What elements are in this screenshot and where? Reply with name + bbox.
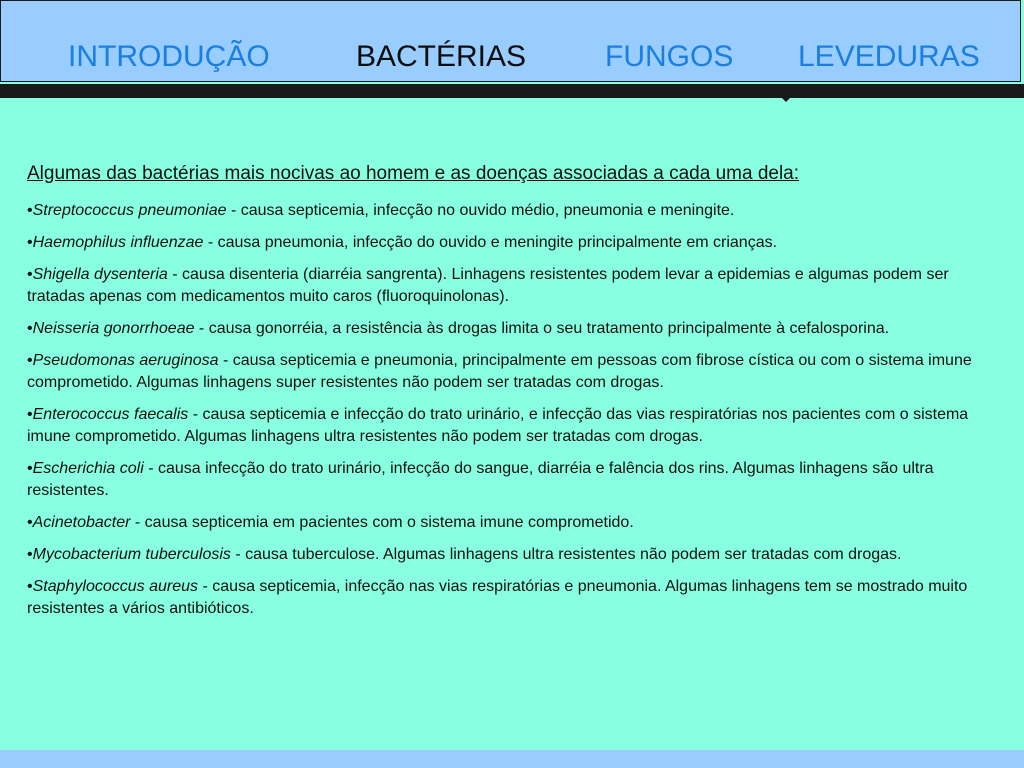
bacteria-list-item xyxy=(27,350,989,394)
bacteria-list-item xyxy=(27,318,989,340)
bacteria-description: - causa septicemia e infecção do trato urinário, e infecção das vias respiratórias nos pacientes com o sistema imune comprometido. Algumas linhagens ultra resistentes não podem ser tratadas com drogas. xyxy=(27,406,969,445)
bacteria-name: Mycobacterium tuberculosis xyxy=(32,546,231,563)
header-bar xyxy=(0,0,1021,82)
nav-link-fungos[interactable]: FUNGOS xyxy=(605,40,734,73)
bacteria-list-item xyxy=(27,232,989,254)
bacteria-list-item xyxy=(27,458,989,502)
bacteria-description: - causa disenteria (diarréia sangrenta). Linhagens resistentes podem levar a epidemias e algumas podem ser tratadas apenas com medicamentos muito caros (fluoroquinolonas). xyxy=(27,266,949,305)
bullet-marker: • xyxy=(27,266,33,283)
bacteria-description: - causa gonorréia, a resistência às drogas limita o seu tratamento principalmente à cefalosporina. xyxy=(194,320,890,337)
bullet-marker: • xyxy=(27,202,33,219)
footer-bar xyxy=(0,750,1024,768)
nav-link-leveduras[interactable]: LEVEDURAS xyxy=(798,40,980,73)
bacteria-list-item xyxy=(27,264,989,308)
bacteria-list-item xyxy=(27,512,989,534)
bacteria-list xyxy=(27,200,989,620)
bacteria-name: Enterococcus faecalis xyxy=(32,406,189,423)
bacteria-description: - causa pneumonia, infecção do ouvido e meningite principalmente em crianças. xyxy=(203,234,778,251)
bacteria-name: Haemophilus influenzae xyxy=(32,234,204,251)
bacteria-description: - causa septicemia em pacientes com o sistema imune comprometido. xyxy=(130,514,634,531)
bacteria-description: - causa infecção do trato urinário, infecção do sangue, diarréia e falência dos rins. Algumas linhagens são ultra resistentes. xyxy=(27,460,934,499)
bacteria-name: Acinetobacter xyxy=(32,514,131,531)
bacteria-list-item xyxy=(27,200,989,222)
bullet-marker: • xyxy=(27,460,33,477)
bullet-marker: • xyxy=(27,320,33,337)
bacteria-name: Pseudomonas aeruginosa xyxy=(32,352,219,369)
bacteria-name: Staphylococcus aureus xyxy=(32,578,199,595)
bullet-marker: • xyxy=(27,352,33,369)
bacteria-list-item xyxy=(27,576,989,620)
slide-content xyxy=(27,162,989,630)
bullet-marker: • xyxy=(27,234,33,251)
header-divider-bar xyxy=(0,84,1024,98)
bacteria-description: - causa septicemia, infecção no ouvido médio, pneumonia e meningite. xyxy=(226,202,735,219)
bacteria-description: - causa tuberculose. Algumas linhagens ultra resistentes não podem ser tratadas com drogas. xyxy=(230,546,902,563)
nav-link-introducao[interactable]: INTRODUÇÃO xyxy=(68,40,270,73)
bullet-marker: • xyxy=(27,578,33,595)
bacteria-name: Escherichia coli xyxy=(32,460,144,477)
bacteria-name: Neisseria gonorrhoeae xyxy=(32,320,195,337)
bullet-marker: • xyxy=(27,546,33,563)
bullet-marker: • xyxy=(27,406,33,423)
intro-heading: Algumas das bactérias mais nocivas ao homem e as doenças associadas a cada uma dela: xyxy=(27,163,800,184)
bacteria-list-item xyxy=(27,404,989,448)
bacteria-name: Shigella dysenteria xyxy=(32,266,168,283)
nav-link-bacterias[interactable]: BACTÉRIAS xyxy=(356,40,527,73)
bacteria-description: - causa septicemia, infecção nas vias respiratórias e pneumonia. Algumas linhagens tem se mostrado muito resistentes a vários antibióticos. xyxy=(27,578,968,617)
divider-notch xyxy=(780,96,792,102)
bacteria-name: Streptococcus pneumoniae xyxy=(32,202,227,219)
bacteria-list-item xyxy=(27,544,989,566)
bullet-marker: • xyxy=(27,514,33,531)
bacteria-description: - causa septicemia e pneumonia, principalmente em pessoas com fibrose cística ou com o sistema imune comprometido. Algumas linhagens super resistentes não podem ser tratadas com drogas. xyxy=(27,352,972,391)
